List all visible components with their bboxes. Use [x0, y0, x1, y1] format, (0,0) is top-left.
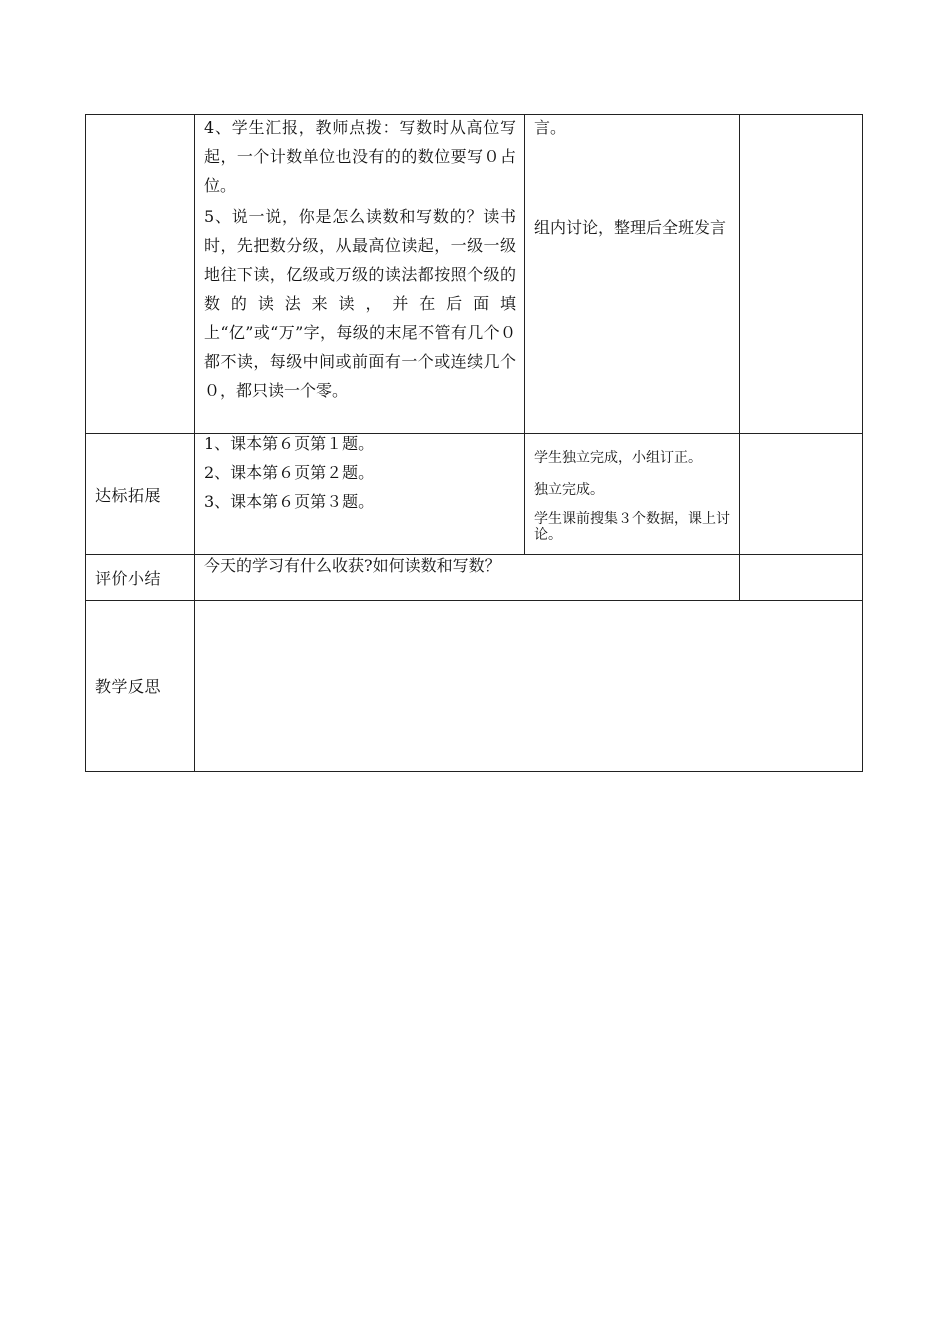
row-label-summary: 评价小结	[86, 555, 195, 601]
teacher-activity-cell	[195, 115, 525, 434]
table-row-practice	[86, 434, 863, 555]
student-activity-cell	[525, 115, 740, 434]
practice-task-1: 1、课本第６页第１题。	[204, 434, 375, 453]
student-discussion-text: 组内讨论，整理后全班发言	[534, 218, 727, 237]
reflection-content-cell	[195, 601, 863, 772]
practice-student-cell	[525, 434, 740, 555]
step-4-text: 4、学生汇报，教师点拨：写数时从高位写起，一个计数单位也没有的的数位要写０占位。	[204, 118, 516, 195]
summary-content-cell	[195, 555, 740, 601]
step-5-text: 5、说一说，你是怎么读数和写数的？读书时，先把数分级，从最高位读起，一级一级地往下读，亿级或万级的读法都按照个级的数的读法来读，并在后面填上“亿”或“万”字，每级的末尾不管有几个０都不读，每级中间或前面有一个或连续几个 ０，都只读一个零。	[204, 207, 516, 400]
row-label-practice: 达标拓展	[86, 434, 195, 555]
practice-note-cell	[740, 434, 863, 555]
table-row-summary	[86, 555, 863, 601]
row-label-empty	[86, 115, 195, 434]
practice-tasks-cell	[195, 434, 525, 555]
practice-task-2: 2、课本第６页第２题。	[204, 463, 375, 482]
row-label-reflection: 教学反思	[86, 601, 195, 772]
table-row-steps	[86, 115, 863, 434]
practice-student-3: 学生课前搜集３个数据，课上讨论。	[534, 511, 730, 543]
note-cell	[740, 115, 863, 434]
table-row-reflection	[86, 601, 863, 772]
lesson-plan-table	[85, 114, 863, 772]
student-continuation-text: 言。	[534, 118, 567, 137]
practice-task-3: 3、课本第６页第３题。	[204, 492, 375, 511]
practice-student-1: 学生独立完成，小组订正。	[534, 450, 702, 466]
summary-note-cell	[740, 555, 863, 601]
summary-text: 今天的学习有什么收获?如何读数和写数？	[204, 556, 501, 575]
practice-student-2: 独立完成。	[534, 482, 604, 498]
